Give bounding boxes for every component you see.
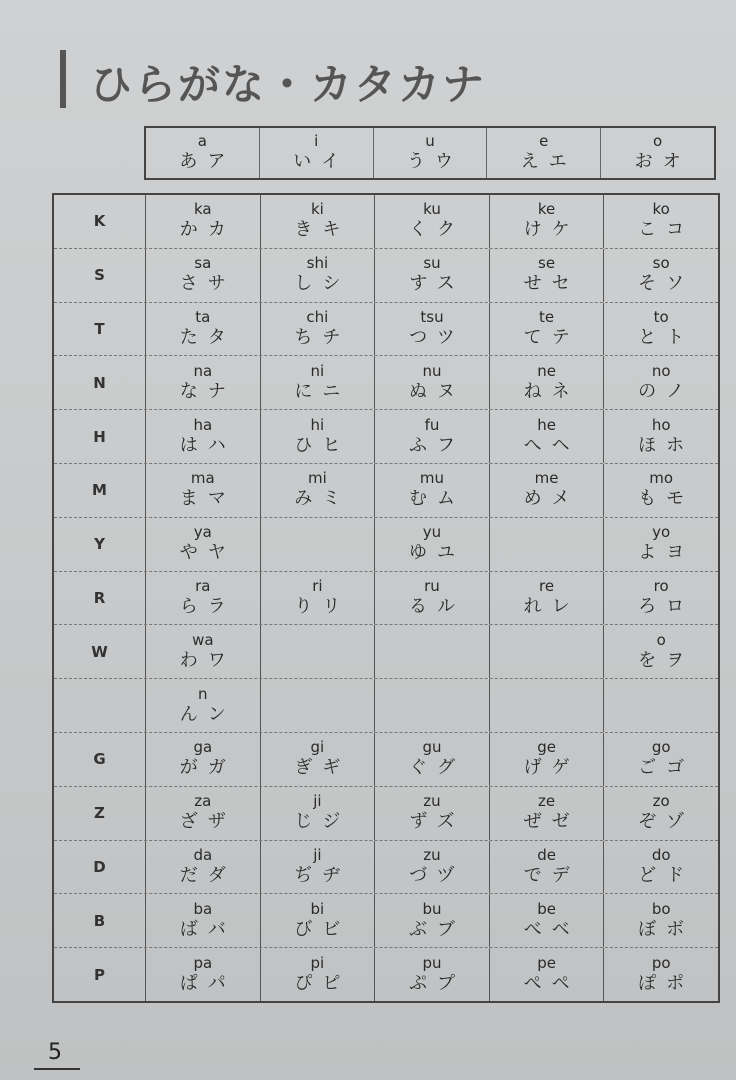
kana-cell — [603, 249, 718, 302]
vowel-kana: おオ — [634, 151, 691, 172]
cell-romaji: ze — [538, 792, 556, 811]
cell-romaji: mu — [419, 469, 445, 488]
cell-romaji: su — [423, 254, 441, 273]
cell-kana: しシ — [294, 273, 351, 295]
row-consonant-label: M — [54, 464, 146, 517]
vowel-kana: いイ — [293, 151, 350, 172]
cell-kana: ふフ — [408, 434, 465, 456]
kana-cell — [260, 679, 375, 732]
cell-kana: ばバ — [179, 918, 236, 940]
row-consonant-label: W — [54, 625, 146, 678]
cell-romaji: bo — [651, 899, 671, 918]
table-row — [54, 732, 718, 786]
kana-cell — [489, 894, 604, 947]
cell-romaji: ge — [537, 738, 556, 757]
kana-cell — [146, 410, 260, 463]
kana-cell — [374, 894, 489, 947]
cell-kana: へヘ — [523, 434, 580, 456]
cell-kana: ぬヌ — [408, 380, 465, 402]
cell-romaji: ra — [195, 576, 211, 595]
cell-romaji: ni — [310, 361, 325, 380]
kana-cell — [146, 679, 260, 732]
table-row — [54, 302, 718, 356]
cell-romaji: de — [537, 845, 556, 864]
cell-romaji: bi — [310, 899, 325, 918]
cell-romaji: ga — [193, 738, 213, 757]
cell-kana: ずズ — [409, 811, 465, 833]
cell-romaji: ko — [652, 200, 670, 219]
vowel-romaji: o — [652, 132, 663, 150]
cell-romaji: da — [193, 845, 213, 864]
kana-cell — [146, 303, 260, 356]
page-number-underline — [34, 1068, 80, 1070]
cell-romaji: se — [538, 254, 556, 273]
cell-kana: けケ — [523, 219, 580, 241]
kana-cell — [489, 841, 604, 894]
cell-romaji: za — [194, 792, 212, 811]
cell-romaji: zu — [423, 792, 441, 811]
cell-romaji: zu — [423, 845, 441, 864]
cell-romaji: pe — [537, 953, 556, 972]
kana-cell — [260, 948, 375, 1001]
cell-kana: んン — [179, 703, 236, 725]
kana-cell — [374, 787, 489, 840]
table-row — [54, 463, 718, 517]
kana-cell — [603, 733, 718, 786]
cell-kana: つツ — [409, 326, 465, 348]
cell-romaji: te — [539, 307, 555, 326]
cell-kana: ぷプ — [408, 972, 465, 994]
kana-cell — [260, 356, 375, 409]
cell-romaji: ya — [193, 523, 212, 542]
cell-kana: れレ — [523, 595, 580, 617]
kana-cell — [260, 625, 375, 678]
kana-cell — [260, 518, 375, 571]
cell-kana: ぞゾ — [638, 811, 695, 833]
cell-romaji: n — [198, 684, 208, 703]
cell-romaji: hi — [310, 415, 325, 434]
kana-cell — [489, 733, 604, 786]
cell-romaji: ka — [193, 200, 212, 219]
table-row — [54, 624, 718, 678]
kana-cell — [374, 572, 489, 625]
cell-romaji: ru — [424, 576, 440, 595]
cell-romaji: ji — [313, 792, 322, 811]
kana-cell — [489, 625, 604, 678]
kana-cell — [603, 787, 718, 840]
cell-romaji: po — [651, 953, 671, 972]
cell-kana: でデ — [523, 864, 580, 886]
cell-romaji: mi — [308, 469, 327, 488]
cell-kana: みミ — [294, 488, 351, 510]
cell-romaji: yu — [422, 523, 442, 542]
vowel-kana: あア — [179, 151, 236, 172]
kana-cell — [260, 410, 375, 463]
kana-cell — [146, 195, 260, 248]
table-row — [54, 195, 718, 248]
row-consonant-label: S — [54, 249, 146, 302]
kana-cell — [146, 894, 260, 947]
cell-kana: ぜゼ — [523, 811, 580, 833]
vowel-kana: えエ — [520, 151, 577, 172]
cell-romaji: ho — [651, 415, 671, 434]
cell-kana: くク — [408, 219, 465, 241]
cell-romaji: ri — [312, 576, 323, 595]
vowel-cell — [373, 128, 487, 178]
cell-romaji: nu — [422, 361, 442, 380]
kana-cell — [260, 249, 375, 302]
kana-cell — [260, 787, 375, 840]
cell-kana: をヲ — [638, 649, 695, 671]
cell-kana: ひヒ — [294, 434, 351, 456]
kana-cell — [260, 733, 375, 786]
kana-cell — [374, 841, 489, 894]
vowel-kana: うウ — [406, 151, 463, 172]
cell-kana: わワ — [179, 649, 236, 671]
kana-cell — [603, 303, 718, 356]
kana-cell — [603, 195, 718, 248]
kana-cell — [374, 625, 489, 678]
kana-cell — [374, 464, 489, 517]
kana-cell — [260, 841, 375, 894]
cell-kana: ろロ — [638, 595, 695, 617]
cell-kana: こコ — [638, 219, 695, 241]
cell-kana: めメ — [523, 488, 580, 510]
cell-kana: らラ — [179, 595, 236, 617]
cell-kana: ぴピ — [294, 972, 351, 994]
cell-romaji: pi — [310, 953, 325, 972]
cell-romaji: ji — [313, 845, 322, 864]
cell-kana: ぢヂ — [294, 864, 351, 886]
cell-kana: ぱパ — [179, 972, 236, 994]
kana-cell — [489, 249, 604, 302]
table-row — [54, 840, 718, 894]
cell-romaji: ba — [193, 899, 213, 918]
vowel-romaji: i — [314, 132, 319, 150]
kana-cell — [146, 356, 260, 409]
kana-cell — [489, 410, 604, 463]
cell-kana: ちチ — [294, 326, 351, 348]
kana-cell — [260, 572, 375, 625]
cell-romaji: chi — [306, 307, 329, 326]
cell-romaji: wa — [192, 630, 214, 649]
cell-romaji: fu — [424, 415, 440, 434]
table-row — [54, 786, 718, 840]
kana-cell — [146, 464, 260, 517]
kana-cell — [489, 464, 604, 517]
vowel-header-row — [144, 126, 716, 180]
page-title: ひらがな・カタカナ — [90, 60, 487, 109]
kana-cell — [260, 303, 375, 356]
table-row — [54, 517, 718, 571]
row-consonant-label: H — [54, 410, 146, 463]
cell-kana: だダ — [179, 864, 236, 886]
kana-cell — [374, 303, 489, 356]
cell-romaji: re — [539, 576, 555, 595]
cell-kana: ぺペ — [523, 972, 580, 994]
cell-romaji: be — [537, 899, 556, 918]
kana-cell — [603, 679, 718, 732]
cell-romaji: zo — [652, 792, 670, 811]
cell-romaji: ro — [653, 576, 669, 595]
kana-cell — [489, 787, 604, 840]
cell-kana: とト — [638, 326, 695, 348]
row-consonant-label: R — [54, 572, 146, 625]
table-row — [54, 409, 718, 463]
cell-kana: りリ — [294, 595, 351, 617]
cell-kana: きキ — [294, 219, 351, 241]
row-consonant-label: N — [54, 356, 146, 409]
cell-kana: ぐグ — [408, 757, 465, 779]
kana-cell — [146, 572, 260, 625]
cell-romaji: bu — [422, 899, 442, 918]
cell-romaji: me — [534, 469, 559, 488]
cell-kana: すス — [409, 273, 465, 295]
cell-kana: ぶブ — [408, 918, 465, 940]
kana-cell — [260, 464, 375, 517]
kana-cell — [603, 572, 718, 625]
kana-cell — [374, 679, 489, 732]
row-consonant-label: D — [54, 841, 146, 894]
cell-kana: がガ — [179, 757, 236, 779]
vowel-cell — [600, 128, 714, 178]
kana-cell — [489, 303, 604, 356]
cell-kana: たタ — [179, 326, 236, 348]
cell-romaji: no — [651, 361, 671, 380]
row-consonant-label: P — [54, 948, 146, 1001]
cell-romaji: ku — [423, 200, 441, 219]
kana-cell — [146, 518, 260, 571]
kana-cell — [260, 195, 375, 248]
kana-cell — [146, 948, 260, 1001]
vowel-romaji: u — [425, 132, 435, 150]
cell-kana: づヅ — [409, 864, 465, 886]
cell-romaji: o — [656, 630, 666, 649]
cell-kana: むム — [408, 488, 465, 510]
row-consonant-label: G — [54, 733, 146, 786]
cell-romaji: to — [653, 307, 669, 326]
kana-cell — [146, 625, 260, 678]
table-row — [54, 947, 718, 1001]
table-row — [54, 893, 718, 947]
cell-kana: せセ — [523, 273, 580, 295]
table-row — [54, 355, 718, 409]
kana-cell — [603, 625, 718, 678]
kana-cell — [146, 249, 260, 302]
cell-romaji: gi — [310, 738, 325, 757]
kana-cell — [374, 948, 489, 1001]
cell-kana: ゆユ — [408, 542, 465, 564]
vowel-romaji: a — [197, 132, 207, 150]
cell-kana: るル — [408, 595, 465, 617]
kana-cell — [489, 679, 604, 732]
kana-cell — [489, 572, 604, 625]
row-consonant-label: Y — [54, 518, 146, 571]
cell-romaji: so — [652, 254, 670, 273]
vowel-romaji: e — [539, 132, 549, 150]
cell-romaji: do — [651, 845, 671, 864]
cell-romaji: na — [193, 361, 213, 380]
cell-romaji: sa — [194, 254, 212, 273]
kana-cell — [146, 787, 260, 840]
kana-cell — [603, 518, 718, 571]
kana-cell — [374, 249, 489, 302]
cell-kana: びビ — [294, 918, 351, 940]
cell-romaji: ki — [310, 200, 324, 219]
cell-kana: やヤ — [179, 542, 236, 564]
cell-kana: そソ — [638, 273, 695, 295]
kana-cell — [603, 464, 718, 517]
cell-romaji: mo — [649, 469, 674, 488]
cell-kana: さサ — [179, 273, 236, 295]
cell-kana: ぽポ — [638, 972, 695, 994]
kana-cell — [603, 356, 718, 409]
vowel-cell — [259, 128, 373, 178]
kana-cell — [489, 518, 604, 571]
row-consonant-label — [54, 679, 146, 732]
cell-kana: ぼボ — [638, 918, 695, 940]
kana-cell — [146, 733, 260, 786]
row-consonant-label: K — [54, 195, 146, 248]
cell-romaji: ne — [537, 361, 556, 380]
cell-kana: にニ — [294, 380, 351, 402]
cell-romaji: pa — [193, 953, 213, 972]
cell-romaji: ke — [537, 200, 556, 219]
kana-cell — [603, 894, 718, 947]
cell-romaji: ma — [190, 469, 215, 488]
cell-kana: ざザ — [179, 811, 236, 833]
row-consonant-label: B — [54, 894, 146, 947]
cell-kana: てテ — [523, 326, 580, 348]
cell-romaji: shi — [306, 254, 329, 273]
row-consonant-label: Z — [54, 787, 146, 840]
kana-cell — [489, 195, 604, 248]
cell-romaji: gu — [422, 738, 442, 757]
cell-romaji: go — [651, 738, 671, 757]
cell-kana: はハ — [179, 434, 236, 456]
vowel-cell — [486, 128, 600, 178]
cell-kana: ぎギ — [294, 757, 351, 779]
cell-kana: よヨ — [638, 542, 695, 564]
kana-cell — [374, 410, 489, 463]
cell-romaji: yo — [652, 523, 671, 542]
kana-cell — [146, 841, 260, 894]
cell-romaji: tsu — [420, 307, 444, 326]
table-row — [54, 571, 718, 625]
kana-cell — [374, 733, 489, 786]
cell-kana: じジ — [294, 811, 351, 833]
vowel-cell — [146, 128, 259, 178]
cell-kana: ねネ — [523, 380, 580, 402]
table-row — [54, 678, 718, 732]
kana-cell — [489, 356, 604, 409]
row-consonant-label: T — [54, 303, 146, 356]
cell-romaji: ha — [193, 415, 213, 434]
cell-kana: まマ — [179, 488, 236, 510]
cell-romaji: ta — [195, 307, 211, 326]
title-accent-bar — [60, 50, 66, 108]
kana-table — [52, 193, 720, 1003]
kana-cell — [374, 195, 489, 248]
cell-romaji: he — [537, 415, 556, 434]
kana-cell — [603, 841, 718, 894]
cell-kana: ごゴ — [638, 757, 695, 779]
kana-cell — [603, 948, 718, 1001]
cell-kana: どド — [638, 864, 695, 886]
kana-cell — [603, 410, 718, 463]
cell-romaji: pu — [422, 953, 442, 972]
cell-kana: もモ — [638, 488, 695, 510]
cell-kana: べベ — [523, 918, 580, 940]
kana-cell — [489, 948, 604, 1001]
cell-kana: なナ — [179, 380, 236, 402]
page-number: 5 — [48, 1040, 62, 1065]
cell-kana: げゲ — [523, 757, 580, 779]
kana-cell — [374, 518, 489, 571]
table-row — [54, 248, 718, 302]
cell-kana: かカ — [179, 219, 236, 241]
kana-cell — [374, 356, 489, 409]
cell-kana: のノ — [638, 380, 695, 402]
cell-kana: ほホ — [638, 434, 695, 456]
kana-cell — [260, 894, 375, 947]
